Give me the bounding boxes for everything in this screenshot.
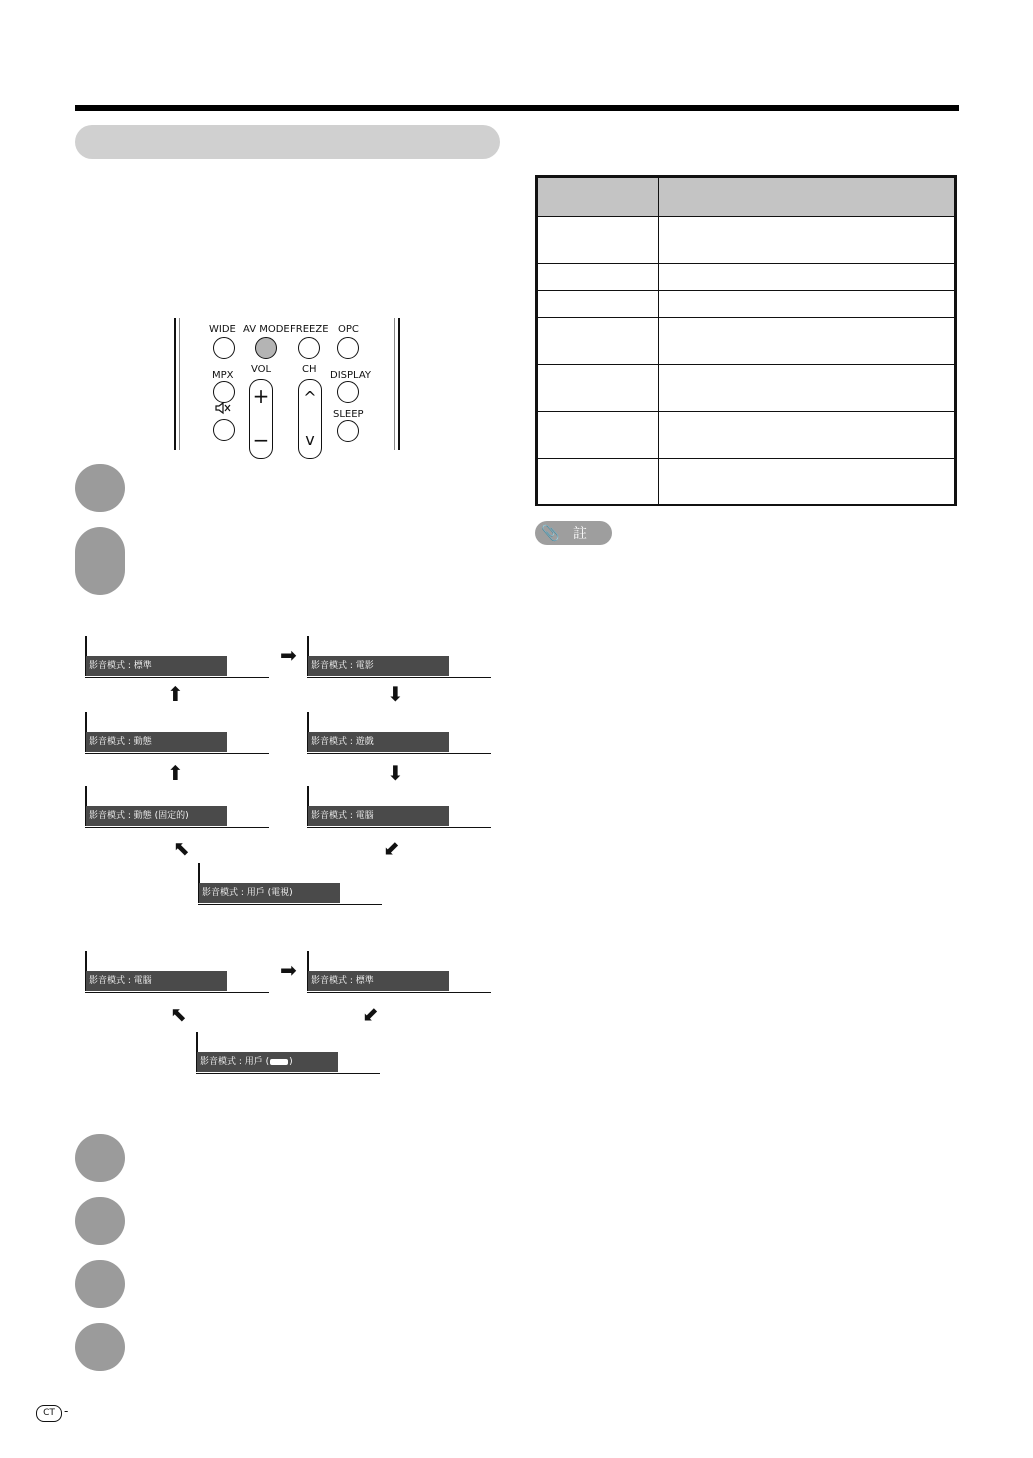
av-mode-table: [535, 175, 957, 506]
arrow-up-icon: ⬆: [167, 682, 184, 706]
freeze-button[interactable]: [298, 337, 320, 359]
osd-movie: [307, 636, 491, 678]
osd-label: 影音模式 : 電影: [308, 656, 449, 676]
osd-user-input: [196, 1032, 380, 1074]
table-row: [538, 217, 955, 264]
step-circle-6: [75, 1323, 125, 1371]
arrow-down-icon: ⬇: [387, 761, 404, 785]
arrow-down-icon: ⬇: [387, 682, 404, 706]
arrow-up-left-icon: ⬉: [173, 836, 190, 860]
osd-label: 影音模式 : 動態 (固定的): [86, 806, 227, 826]
note-badge: [535, 521, 612, 545]
minus-icon: −: [252, 428, 270, 452]
arrow-right-icon: ➡: [280, 958, 297, 982]
arrow-up-left-icon: ⬉: [170, 1002, 187, 1026]
arrow-up-icon: ⬆: [167, 761, 184, 785]
section-title-pill: [75, 125, 500, 159]
step-circle-2: [75, 527, 125, 595]
step-circle-3: [75, 1134, 125, 1182]
plus-icon: +: [252, 384, 270, 408]
osd-label: 影音模式 : 動態: [86, 732, 227, 752]
table-row: [538, 318, 955, 365]
step-circle-5: [75, 1260, 125, 1308]
remote-left-edge: [174, 318, 180, 450]
table-row: [538, 291, 955, 318]
chevron-down-icon: v: [305, 430, 315, 449]
mpx-button[interactable]: [213, 381, 235, 403]
av-mode-label: AV MODE: [243, 324, 290, 335]
arrow-down-left-icon: ⬋: [362, 1002, 379, 1026]
freeze-label: FREEZE: [290, 324, 329, 335]
paperclip-icon: 📎: [541, 524, 560, 542]
av-mode-button[interactable]: [255, 337, 277, 359]
step-circle-4: [75, 1197, 125, 1245]
mpx-label: MPX: [212, 370, 234, 381]
osd-label: 影音模式 : 標準: [308, 971, 449, 991]
volume-rocker[interactable]: [249, 379, 273, 459]
osd-label: 影音模式 : 用戶 (電視): [199, 883, 340, 903]
table-row: [538, 264, 955, 291]
display-label: DISPLAY: [330, 370, 372, 381]
osd-standard-2: [307, 951, 491, 993]
osd-label: 影音模式 : 用戶 ( ): [197, 1052, 338, 1072]
osd-pc: [307, 786, 491, 828]
table-header-cell: [538, 178, 659, 217]
osd-label: 影音模式 : 電腦: [308, 806, 449, 826]
osd-dynamic-fixed: [85, 786, 269, 828]
channel-rocker[interactable]: [298, 379, 322, 459]
page-language-tag: CT: [36, 1405, 62, 1422]
osd-pc-2: [85, 951, 269, 993]
osd-user-tv: [198, 863, 382, 905]
remote-control-illustration: [168, 316, 408, 450]
ch-label: CH: [302, 364, 317, 375]
table-row: [538, 459, 955, 506]
table-row: [538, 412, 955, 459]
osd-standard: [85, 636, 269, 678]
header-rule: [75, 105, 959, 111]
osd-label: 影音模式 : 標準: [86, 656, 227, 676]
wide-button[interactable]: [213, 337, 235, 359]
display-button[interactable]: [337, 381, 359, 403]
arrow-right-icon: ➡: [280, 643, 297, 667]
osd-game: [307, 712, 491, 754]
page-number-dash: -: [64, 1404, 69, 1418]
note-label: 註: [573, 526, 587, 542]
opc-label: OPC: [338, 324, 359, 335]
table-header-cell: [659, 178, 955, 217]
arrow-down-left-icon: ⬋: [383, 836, 400, 860]
mute-button[interactable]: [213, 419, 235, 441]
osd-label: 影音模式 : 遊戲: [308, 732, 449, 752]
osd-label: 影音模式 : 電腦: [86, 971, 227, 991]
remote-right-edge: [394, 318, 400, 450]
chevron-up-icon: ^: [303, 388, 317, 407]
osd-dynamic: [85, 712, 269, 754]
table-row: [538, 365, 955, 412]
wide-label: WIDE: [209, 324, 236, 335]
sleep-label: SLEEP: [333, 409, 364, 420]
osd-label-text: 影音模式 : 用戶 (: [200, 1057, 270, 1067]
step-circle-1: [75, 464, 125, 512]
opc-button[interactable]: [337, 337, 359, 359]
vol-label: VOL: [251, 364, 272, 375]
sleep-button[interactable]: [337, 420, 359, 442]
input-plug-icon: [270, 1059, 288, 1065]
mute-icon: [215, 401, 231, 415]
